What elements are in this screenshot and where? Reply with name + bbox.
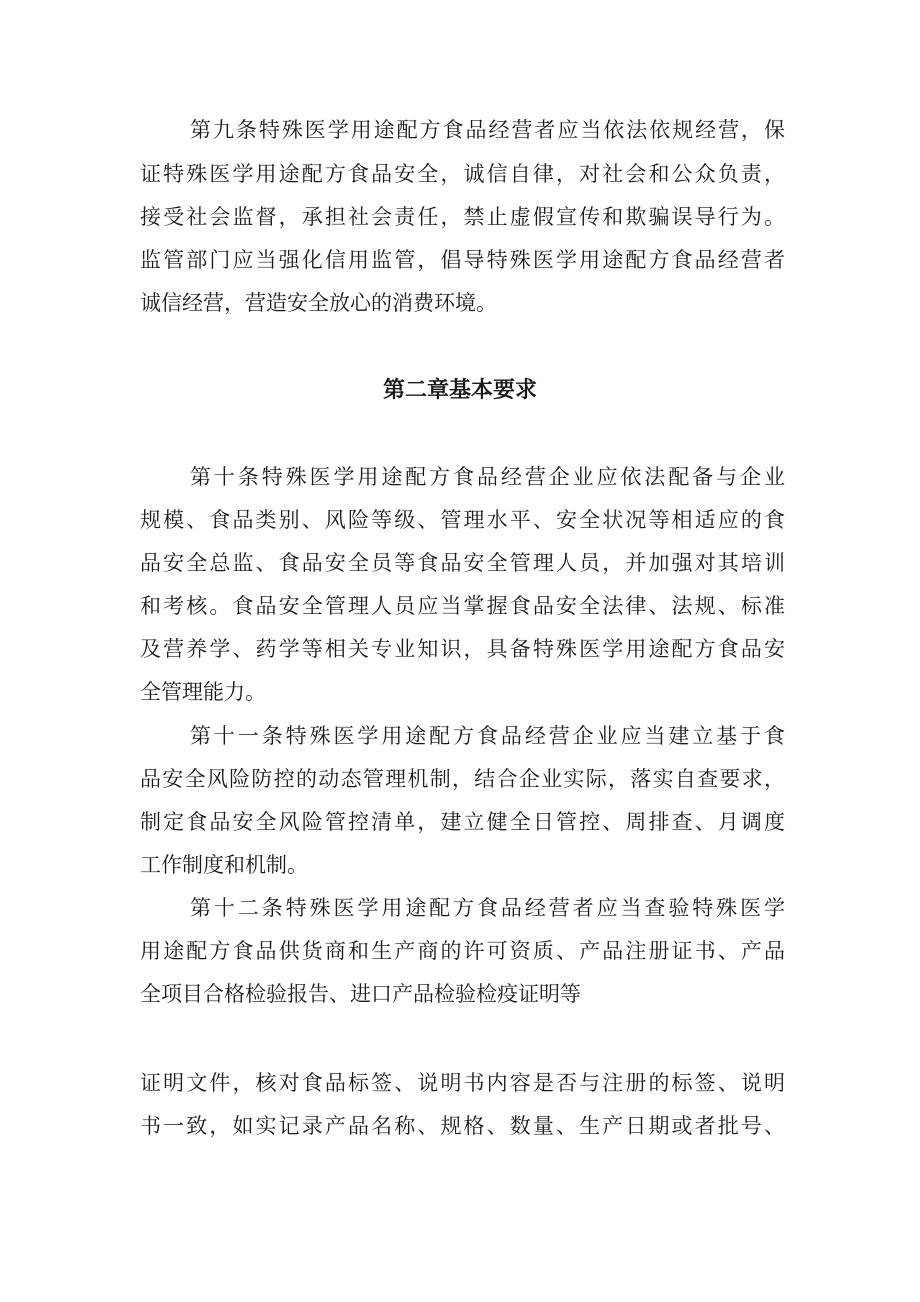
article-11-line-1: 第十一条特殊医学用途配方食品经营企业应当建立基于食 (190, 724, 785, 748)
chapter-heading: 第二章基本要求 (382, 378, 537, 403)
continuation-line-2: 书一致，如实记录产品名称、规格、数量、生产日期或者批号、 (140, 1114, 785, 1138)
article-10-line-6: 全管理能力。 (140, 680, 266, 704)
article-10-line-5: 及营养学、药学等相关专业知识，具备特殊医学用途配方食品安 (140, 637, 785, 661)
article-9-line-1: 第九条特殊医学用途配方食品经营者应当依法依规经营，保 (190, 118, 785, 142)
article-11-line-4: 工作制度和机制。 (140, 853, 308, 877)
article-9-line-5: 诚信经营，营造安全放心的消费环境。 (140, 291, 497, 315)
article-12-line-3: 全项目合格检验报告、进口产品检验检疫证明等 (140, 982, 581, 1006)
article-9-line-3: 接受社会监督，承担社会责任，禁止虚假宣传和欺骗误导行为。 (140, 205, 785, 229)
article-10-line-4: 和考核。食品安全管理人员应当掌握食品安全法律、法规、标准 (140, 594, 785, 618)
article-11-line-3: 制定食品安全风险管控清单，建立健全日管控、周排查、月调度 (140, 810, 785, 834)
continuation-line-1: 证明文件，核对食品标签、说明书内容是否与注册的标签、说明 (140, 1071, 785, 1095)
article-10-line-1: 第十条特殊医学用途配方食品经营企业应依法配备与企业 (190, 465, 785, 489)
article-10-line-2: 规模、食品类别、风险等级、管理水平、安全状况等相适应的食 (140, 508, 785, 532)
article-11-line-2: 品安全风险防控的动态管理机制，结合企业实际，落实自查要求， (140, 767, 785, 791)
article-12-line-2: 用途配方食品供货商和生产商的许可资质、产品注册证书、产品 (140, 939, 785, 963)
article-10-line-3: 品安全总监、食品安全员等食品安全管理人员，并加强对其培训 (140, 551, 785, 575)
article-9-line-4: 监管部门应当强化信用监管，倡导特殊医学用途配方食品经营者 (140, 248, 785, 272)
article-12-line-1: 第十二条特殊医学用途配方食品经营者应当查验特殊医学 (190, 896, 785, 920)
article-9-line-2: 证特殊医学用途配方食品安全，诚信自律，对社会和公众负责， (140, 162, 785, 186)
